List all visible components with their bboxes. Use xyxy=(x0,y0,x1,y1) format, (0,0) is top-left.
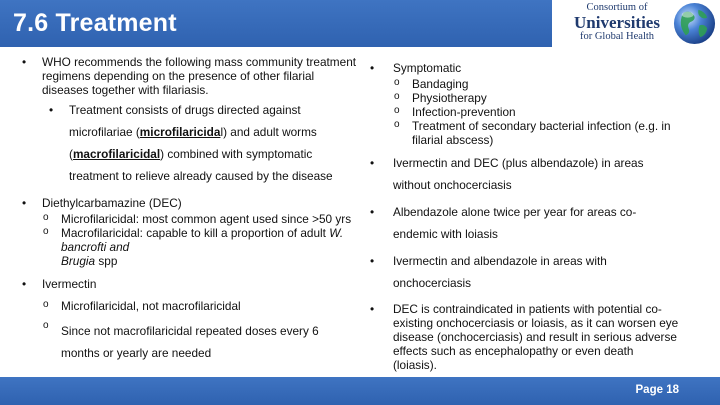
bullet-ivermectin-dec: • Ivermectin and DEC (plus albendazole) in areas without onchocerciasis xyxy=(368,152,680,196)
ivermectin-list xyxy=(16,295,362,364)
logo-line-3: for Global Health xyxy=(579,30,655,42)
symptomatic-list xyxy=(368,77,680,147)
bullet-dec: • Diethylcarbamazine (DEC) xyxy=(16,196,362,210)
symptomatic-item-2: o Physiotherapy xyxy=(393,91,680,105)
footer-bar xyxy=(0,377,720,405)
treatment-line-2: microfilariae (microfilaricidal) and adult worms xyxy=(69,125,317,139)
ivermectin-item-1: o Microfilaricidal, not macrofilaricidal xyxy=(42,295,362,317)
bullet-ivermectin-albendazole: • Ivermectin and albendazole in areas with onchocerciasis xyxy=(368,250,680,294)
bullet-ivermectin: • Ivermectin xyxy=(16,277,362,291)
symptomatic-item-1: o Bandaging xyxy=(393,77,680,91)
slide-title: 7.6 Treatment xyxy=(13,9,177,37)
treatment-line-4: treatment to relieve already caused by the disease xyxy=(69,169,333,183)
dec-item-1: o Microfilaricidal: most common agent used since >50 yrs xyxy=(42,212,362,226)
symptomatic-item-4: o Treatment of secondary bacterial infection (e.g. in filarial abscess) xyxy=(393,119,680,147)
dec-item-2: o Macrofilaricidal: capable to kill a proportion of adult W. bancrofti and Brugia spp xyxy=(42,226,362,268)
title-bar xyxy=(0,0,720,47)
bullet-dec-contraindicated: • DEC is contraindicated in patients with potential co-existing onchocerciasis or loiasis, as it can worsen eye disease (onchocerciasis) and result in serious adverse effects such as encephalopathy or even death (loiasis). xyxy=(368,302,680,372)
treatment-line-3: (macrofilaricidal) combined with symptomatic xyxy=(69,147,313,161)
globe-icon xyxy=(672,1,717,46)
bullet-albendazole: • Albendazole alone twice per year for areas co-endemic with loiasis xyxy=(368,201,680,245)
bullet-symptomatic: • Symptomatic xyxy=(368,61,680,75)
dec-list xyxy=(16,212,362,268)
bullet-who: • WHO recommends the following mass community treatment regimens depending on the presence of other filarial diseases together with filariasis. xyxy=(16,55,362,97)
logo-line-2: Universities xyxy=(574,12,660,32)
logo-line-1: Consortium of xyxy=(586,2,648,13)
sub-bullet-treatment: • Treatment consists of drugs directed against microfilariae (microfilaricidal) and adult worms (macrofilaricidal) combined with symptomatic treatment to relieve already caused by the disease xyxy=(16,99,362,187)
left-column xyxy=(16,55,362,364)
ivermectin-item-2: o Since not macrofilaricidal repeated doses every 6 months or yearly are needed xyxy=(42,320,362,364)
logo xyxy=(552,0,720,47)
treatment-line-1: Treatment consists of drugs directed against xyxy=(69,103,301,117)
right-column xyxy=(368,55,680,372)
page-number: Page 18 xyxy=(635,384,679,396)
logo-text xyxy=(567,3,667,42)
symptomatic-item-3: o Infection-prevention xyxy=(393,105,680,119)
